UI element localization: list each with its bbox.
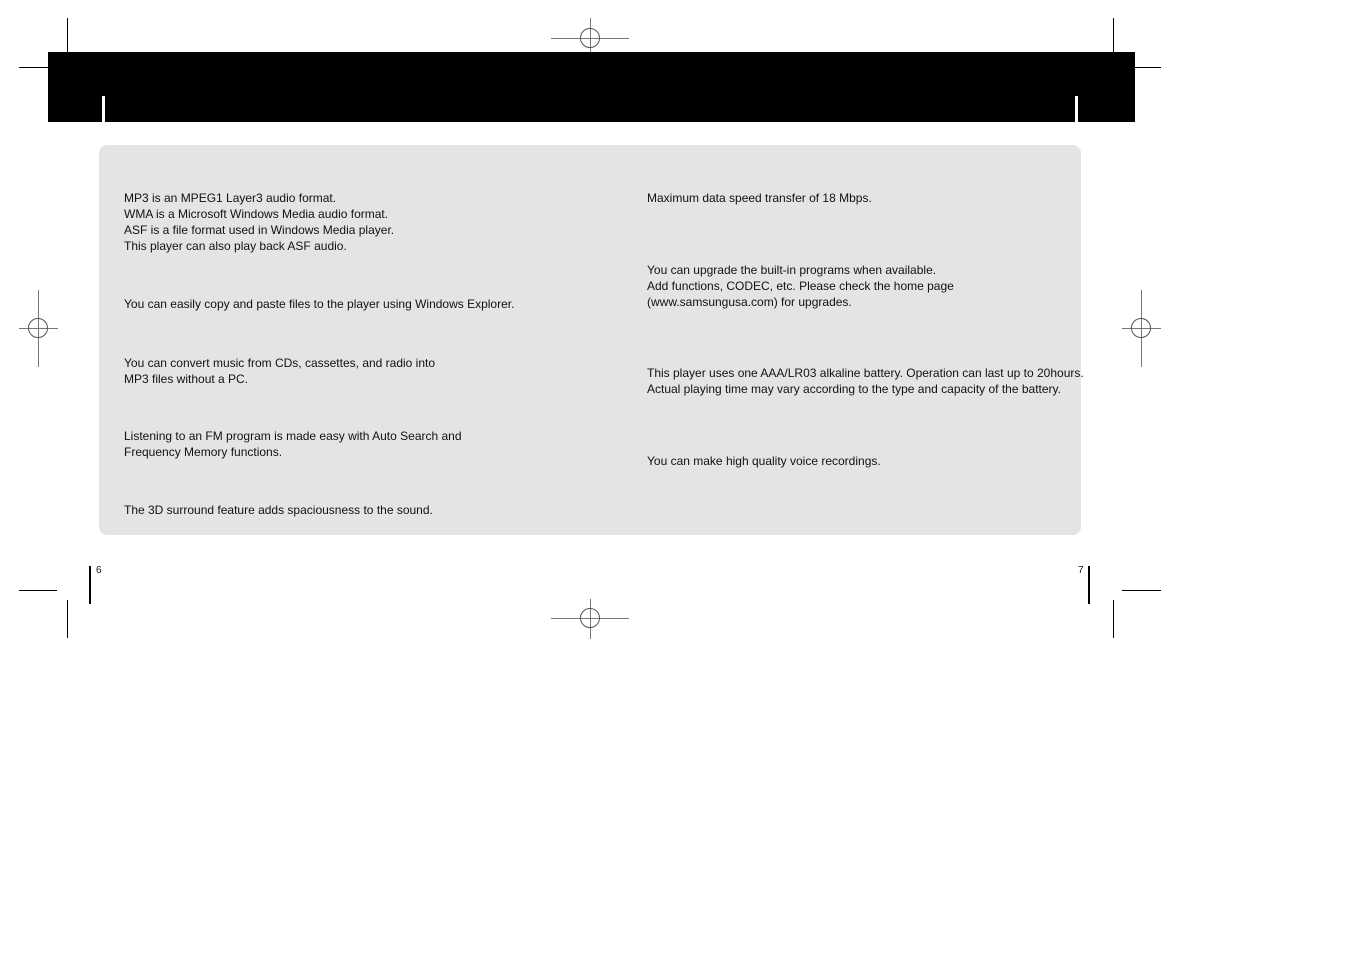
- crop-mark: [19, 67, 48, 68]
- header-left-tick: [102, 96, 105, 122]
- feature-line: Actual playing time may vary according to the type and capacity of the battery.: [647, 382, 1061, 396]
- feature-line: You can make high quality voice recordings.: [647, 454, 881, 468]
- feature-line: Add functions, CODEC, etc. Please check the home page: [647, 279, 954, 293]
- feature-line: (www.samsungusa.com) for upgrades.: [647, 295, 852, 309]
- feature-line: The 3D surround feature adds spaciousness to the sound.: [124, 503, 433, 517]
- crop-mark: [1113, 600, 1114, 638]
- feature-line: This player can also play back ASF audio.: [124, 239, 347, 253]
- page-marker-right: [1088, 566, 1090, 604]
- feature-3d-surround: [124, 502, 433, 518]
- crop-mark: [67, 18, 68, 52]
- feature-formats: [124, 190, 394, 254]
- crop-mark: [67, 600, 68, 638]
- feature-data-transfer: [647, 190, 872, 206]
- feature-battery: [647, 365, 1084, 397]
- feature-upgrade: [647, 262, 954, 310]
- feature-line: MP3 files without a PC.: [124, 372, 249, 386]
- crop-mark: [1122, 590, 1161, 591]
- feature-line: WMA is a Microsoft Windows Media audio format.: [124, 207, 389, 221]
- feature-line: You can upgrade the built-in programs when available.: [647, 263, 937, 277]
- feature-line: Maximum data speed transfer of 18 Mbps.: [647, 191, 872, 205]
- feature-line: Listening to an FM program is made easy with Auto Search and: [124, 429, 462, 443]
- crop-mark: [1135, 67, 1161, 68]
- header-band: [48, 52, 1135, 122]
- feature-line: MP3 is an MPEG1 Layer3 audio format.: [124, 191, 337, 205]
- feature-file-copy: [124, 296, 514, 312]
- feature-line: You can easily copy and paste files to the player using Windows Explorer.: [124, 297, 515, 311]
- feature-voice-recording: [647, 453, 881, 469]
- page-number-left: 6: [96, 565, 102, 576]
- feature-line: This player uses one AAA/LR03 alkaline battery. Operation can last up to 20hours.: [647, 366, 1084, 380]
- feature-line: ASF is a file format used in Windows Media player.: [124, 223, 395, 237]
- feature-fm-radio: [124, 428, 462, 460]
- header-right-tick: [1075, 96, 1078, 122]
- feature-line: Frequency Memory functions.: [124, 445, 283, 459]
- page-number-right: 7: [1078, 565, 1084, 576]
- page-marker-left: [89, 566, 91, 604]
- feature-encoding: [124, 355, 435, 387]
- crop-mark: [19, 590, 57, 591]
- feature-line: You can convert music from CDs, cassettes, and radio into: [124, 356, 436, 370]
